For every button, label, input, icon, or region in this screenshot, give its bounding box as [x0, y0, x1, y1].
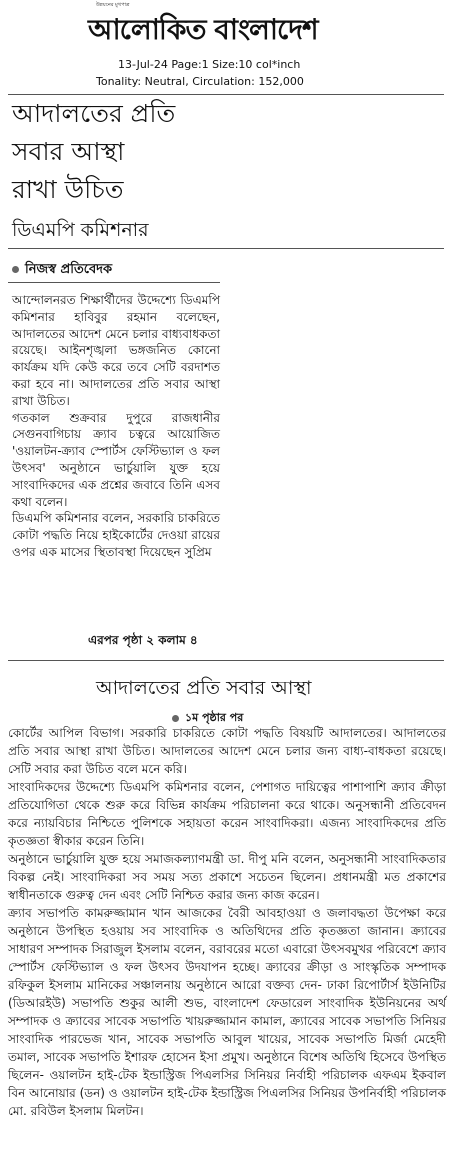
- continued-jump: এরপর পৃষ্ঠা ২ কলাম ৪: [88, 633, 198, 647]
- clip-meta-date-page: 13-Jul-24 Page:1 Size:10 col*inch: [118, 58, 301, 71]
- continuation-body: [8, 724, 446, 1120]
- byline-divider: [8, 282, 220, 283]
- newspaper-masthead: আলোকিত বাংলাদেশ: [88, 13, 318, 46]
- top-divider: [8, 94, 444, 95]
- masthead-tagline: উন্নয়নের মুখপাত্র: [96, 2, 130, 8]
- body-paragraph: ক্র্যাব সভাপতি কামরুজ্জামান খান আজকের বৈরী আবহাওয়া ও জলাবদ্ধতা উপেক্ষা করে অনুষ্ঠানে উপস্থিত হওয়ায় সব সাংবাদিক ও অতিথিদের প্রতি কৃতজ্ঞতা জানান। ক্র্যাবের সাধারণ সম্পাদক সিরাজুল ইসলাম বলেন, বরাবরের মতো এবারো উৎসবমুখর পরিবেশে ক্র্যাব স্পোর্টস ফেস্টিভ্যাল ও ফল উৎসব উদযাপন হচ্ছে। ক্র্যাবের ক্রীড়া ও সাংস্কৃতিক সম্পাদক রফিকুল ইসলাম মানিকের সঞ্চালনায় অনুষ্ঠানে আরো বক্তব্য দেন- ঢাকা রিপোর্টার্স ইউনিটির (ডিআরইউ) সভাপতি শুকুর আলী শুভ, বাংলাদেশ ফেডারেল সাংবাদিক ইউনিয়নের অর্থ সম্পাদক ও ক্র্যাবের সাবেক সভাপতি খায়রুজ্জামান কামাল, ক্র্যাবের সাবেক সভাপতি সিনিয়র সাংবাদিক পারভেজ খান, সাবেক সভাপতি আবুল খায়ের, সাবেক সভাপতি মির্জা মেহেদী তমাল, সাবেক সভাপতি ইশারফ হোসেন ইসা প্রমুখ। অনুষ্ঠানে বিশেষ অতিথি হিসেবে উপস্থিত ছিলেন- ওয়ালটন হাই-টেক ইন্ডাস্ট্রিজ পিএলসির সিনিয়র নির্বাহী পরিচালক এফএম ইকবাল বিন আনোয়ার (ডন) ও ওয়ালটন হাই-টেক ইন্ডাস্ট্রিজ পিএলসির সিনিয়র উপনির্বাহী পরিচালক মো. রবিউল ইসলাম মিলটন।: [8, 906, 446, 1118]
- headline-line-1: আদালতের প্রতি: [12, 99, 176, 128]
- body-paragraph: গতকাল শুক্রবার দুপুরে রাজধানীর সেগুনবাগিচায় ক্র্যাব চত্বরে আয়োজিত 'ওয়ালটন-ক্র্যাব স্পোর্টস ফেস্টিভ্যাল ও ফল উৎসব' অনুষ্ঠানে ভার্চুয়ালি যুক্ত হয়ে সাংবাদিকদের এক প্রশ্নের জবাবে তিনি এসব কথা বলেন।: [12, 410, 220, 509]
- body-paragraph: কোর্টের আপিল বিভাগ। সরকারি চাকরিতে কোটা পদ্ধতি বিষয়টি আদালতের। আদালতের প্রতি সবার আস্থা রাখা উচিত। আদালতের আদেশ মেনে চলার জন্য বাধ্য-বাধকতা রয়েছে। সেটি সবার করা উচিত বলে মনে করি।: [8, 726, 446, 776]
- headline-line-3: রাখা উচিত: [12, 175, 124, 204]
- subhead-divider: [8, 248, 444, 249]
- body-paragraph: ডিএমপি কমিশনার বলেন, সরকারি চাকরিতে কোটা পদ্ধতি নিয়ে হাইকোর্টের দেওয়া রায়ের ওপর এক মাসের স্থিতাবস্থা দিয়েছেন সুপ্রিম: [12, 511, 220, 559]
- reporter-byline: [12, 260, 112, 281]
- body-paragraph: সাংবাদিকদের উদ্দেশ্যে ডিএমপি কমিশনার বলেন, পেশাগত দায়িত্বের পাশাপাশি ক্র্যাব ক্রীড়া প্রতিযোগিতা থেকে শুরু করে বিভিন্ন কার্যক্রম পরিচালনা করে থাকে। অনুসন্ধানী প্রতিবেদন করে ন্যায়বিচার নিশ্চিতে পুলিশকে সহায়তা করেন সাংবাদিকরা। এজন্য সাংবাদিকদের প্রতি কৃতজ্ঞতা স্বীকার করেন তিনি।: [8, 780, 446, 848]
- bullet-icon: [12, 266, 19, 273]
- subheadline: ডিএমপি কমিশনার: [12, 219, 149, 241]
- reporter-label: নিজস্ব প্রতিবেদক: [25, 262, 113, 277]
- bullet-icon: [172, 715, 179, 722]
- body-paragraph: আন্দোলনরত শিক্ষার্থীদের উদ্দেশ্যে ডিএমপি কমিশনার হাবিবুর রহমান বলেছেন, আদালতের আদেশ মেনে চলার বাধ্যবাধকতা রয়েছে। আইনশৃঙ্খলা ভঙ্গজনিত কোনো কার্যক্রম যদি কেউ করে তবে সেটি বরদাশত করা হবে না। আদালতের প্রতি সবার আস্থা রাখা উচিত।: [12, 293, 220, 408]
- article-body: [12, 292, 220, 561]
- continuation-title: আদালতের প্রতি সবার আস্থা: [96, 677, 312, 699]
- section-divider: [8, 660, 444, 661]
- body-paragraph: অনুষ্ঠানে ভার্চুয়ালি যুক্ত হয়ে সমাজকল্যাণমন্ত্রী ডা. দীপু মনি বলেন, অনুসন্ধানী সাংবাদিকতার বিকল্প নেই। সাংবাদিকরা সব সময় সত্য প্রকাশে সচেতন ছিলেন। প্রধানমন্ত্রী মত প্রকাশের স্বাধীনতাকে গুরুত্ব দেন এবং সেটি নিশ্চিত করার জন্য কাজ করেন।: [8, 852, 446, 902]
- headline-line-2: সবার আস্থা: [12, 137, 125, 166]
- clip-meta-tonality: Tonality: Neutral, Circulation: 152,000: [96, 75, 304, 88]
- from-page-label: ১ম পৃষ্ঠার পর: [185, 711, 244, 724]
